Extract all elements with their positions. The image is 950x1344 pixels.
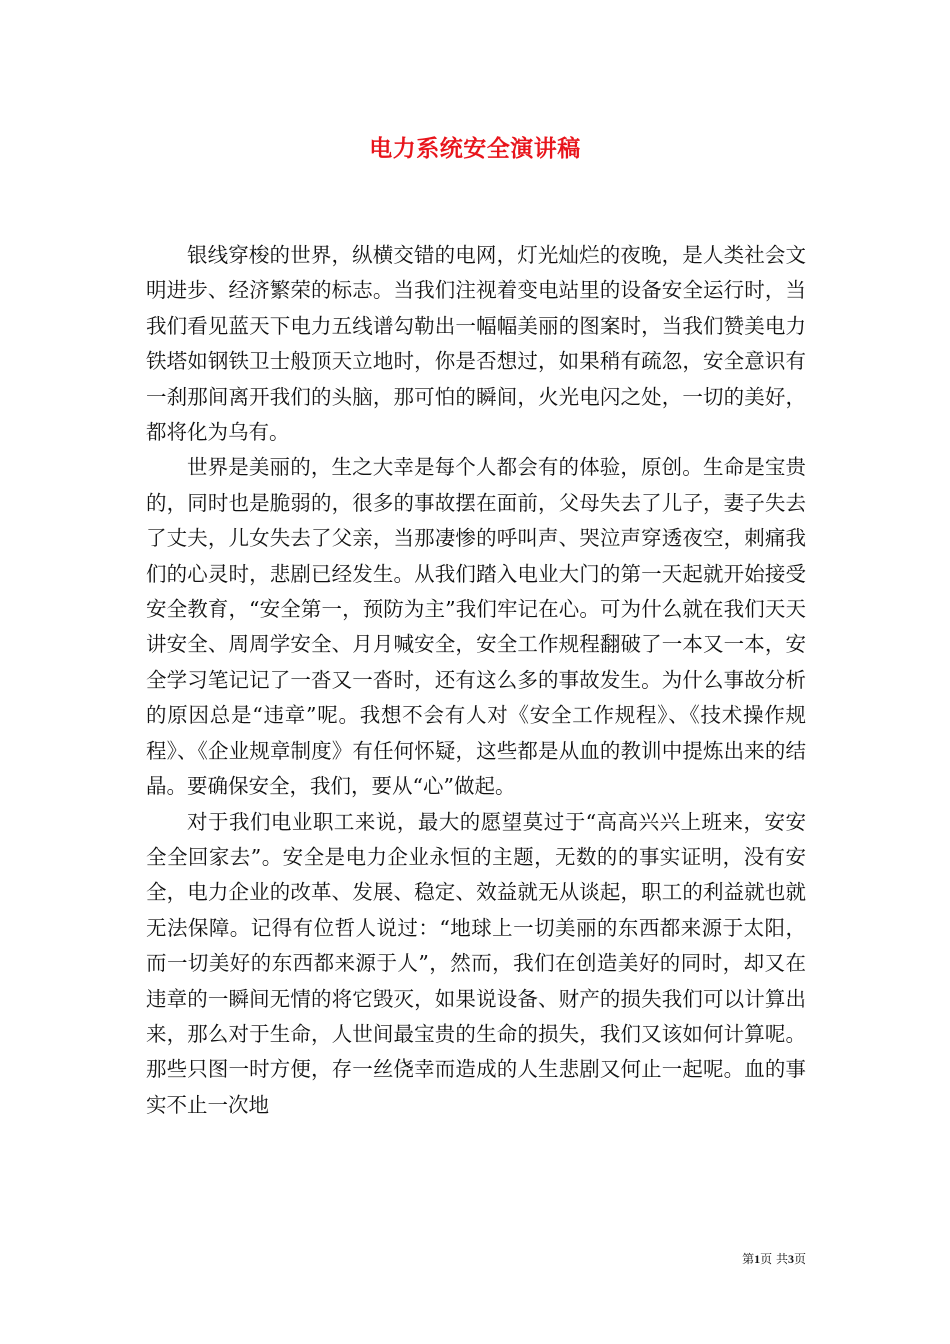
document-title: 电力系统安全演讲稿 <box>369 135 581 162</box>
paragraph-2: 世界是美丽的，生之大幸是每个人都会有的体验，原创。生命是宝贵的，同时也是脆弱的，很多的事故摆在面前，父母失去了儿子，妻子失去了丈夫，儿女失去了父亲，当那凄惨的呼叫声、哭泣声穿透夜空，刺痛我们的心灵时，悲剧已经发生。从我们踏入电业大门的第一天起就开始接受安全教育，“安全第一，预防为主”我们牢记在心。可为什么就在我们天天讲安全、周周学安全、月月喊安全，安全工作规程翻破了一本又一本，安全学习笔记记了一沓又一沓时，还有这么多的事故发生。为什么事故分析的原因总是“违章”呢。我想不会有人对《安全工作规程》、《技术操作规程》、《企业规章制度》有任何怀疑，这些都是从血的教训中提炼出来的结晶。要确保安全，我们，要从“心”做起。 <box>146 455 806 799</box>
paragraph-1: 银线穿梭的世界，纵横交错的电网，灯光灿烂的夜晚，是人类社会文明进步、经济繁荣的标志。当我们注视着变电站里的设备安全运行时，当我们看见蓝天下电力五线谱勾勒出一幅幅美丽的图案时，当我们赞美电力铁塔如钢铁卫士般顶天立地时，你是否想过，如果稍有疏忽，安全意识有一刹那间离开我们的头脑，那可怕的瞬间，火光电闪之处，一切的美好，都将化为乌有。 <box>146 243 806 445</box>
footer-page-number: 1 <box>754 1252 761 1266</box>
footer-middle: 页 共 <box>760 1252 788 1266</box>
footer-total-pages: 3 <box>787 1252 794 1266</box>
paragraph-3: 对于我们电业职工来说，最大的愿望莫过于“高高兴兴上班来，安安全全回家去”。安全是电力企业永恒的主题，无数的的事实证明，没有安全，电力企业的改革、发展、稳定、效益就无从谈起，职工的利益就也就无法保障。记得有位哲人说过：“地球上一切美丽的东西都来源于太阳，而一切美好的东西都来源于人”，然而，我们在创造美好的同时，却又在违章的一瞬间无情的将它毁灭，如果说设备、财产的损失我们可以计算出来，那么对于生命，人世间最宝贵的生命的损失，我们又该如何计算呢。那些只图一时方便，存一丝侥幸而造成的人生悲剧又何止一起呢。血的事实不止一次地 <box>146 809 806 1117</box>
footer-suffix: 页 <box>793 1252 806 1266</box>
footer-prefix: 第 <box>742 1252 755 1266</box>
document-body <box>146 238 806 1123</box>
page-footer <box>700 1251 806 1267</box>
